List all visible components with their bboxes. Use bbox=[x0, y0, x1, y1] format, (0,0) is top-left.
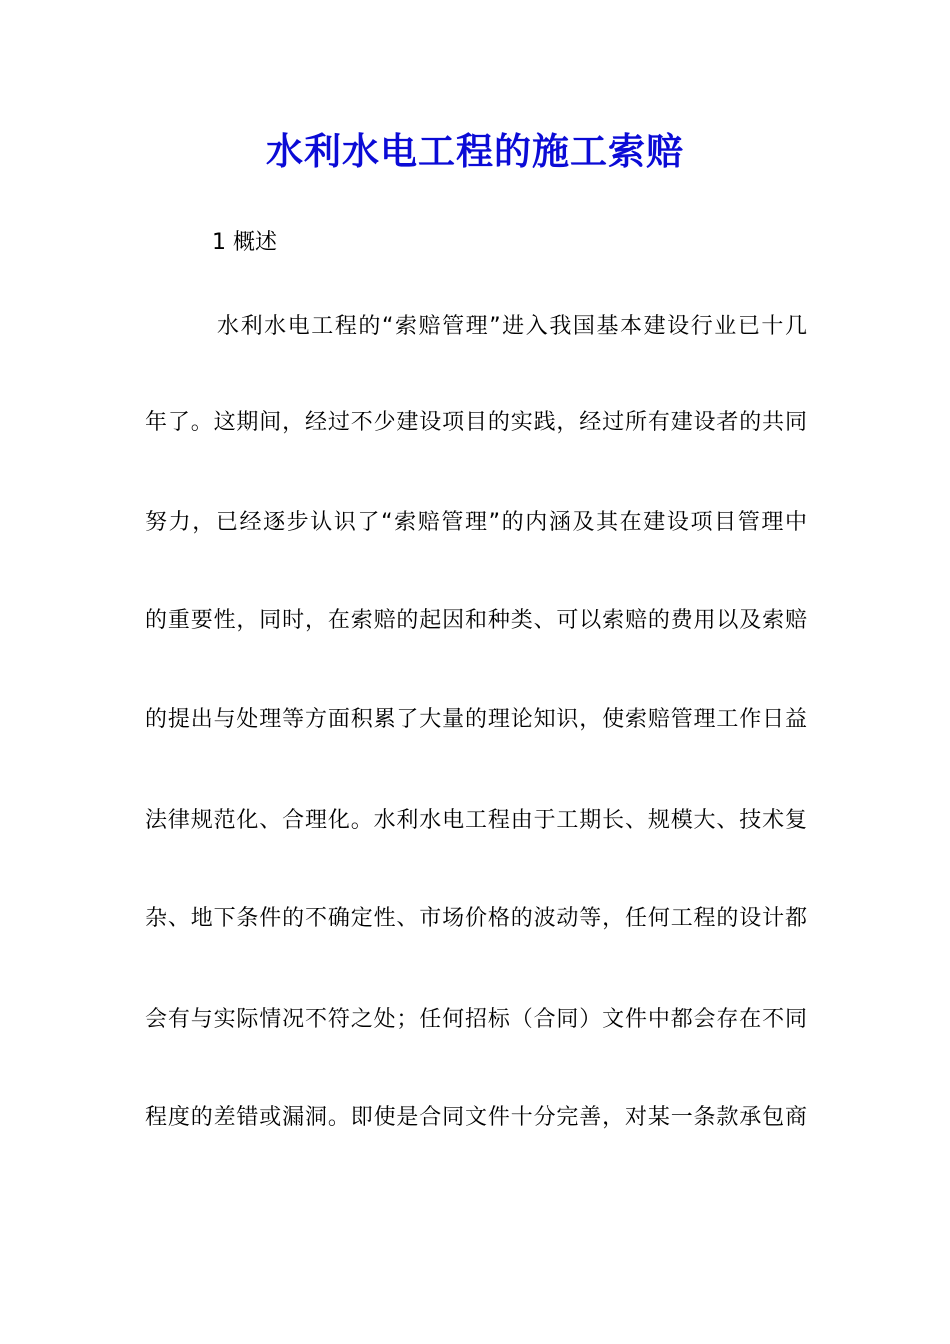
paragraph-line: 水利水电工程的“索赔管理”进入我国基本建设行业已十几 bbox=[217, 314, 807, 339]
paragraph-line: 的提出与处理等方面积累了大量的理论知识，使索赔管理工作日益 bbox=[145, 707, 807, 732]
paragraph-line: 法律规范化、合理化。水利水电工程由于工期长、规模大、技术复 bbox=[145, 808, 807, 833]
paragraph-line: 努力，已经逐步认识了“索赔管理”的内涵及其在建设项目管理中 bbox=[145, 510, 807, 535]
paragraph-line: 程度的差错或漏洞。即使是合同文件十分完善，对某一条款承包商 bbox=[145, 1105, 807, 1130]
paragraph-line: 会有与实际情况不符之处；任何招标（合同）文件中都会存在不同 bbox=[145, 1007, 807, 1032]
paragraph-line: 的重要性，同时，在索赔的起因和种类、可以索赔的费用以及索赔 bbox=[145, 608, 807, 633]
section-heading: 1 概述 bbox=[212, 230, 277, 255]
paragraph-line: 年了。这期间，经过不少建设项目的实践，经过所有建设者的共同 bbox=[145, 410, 807, 435]
paragraph-line: 杂、地下条件的不确定性、市场价格的波动等，任何工程的设计都 bbox=[145, 906, 807, 931]
document-title: 水利水电工程的施工索赔 bbox=[266, 130, 684, 173]
